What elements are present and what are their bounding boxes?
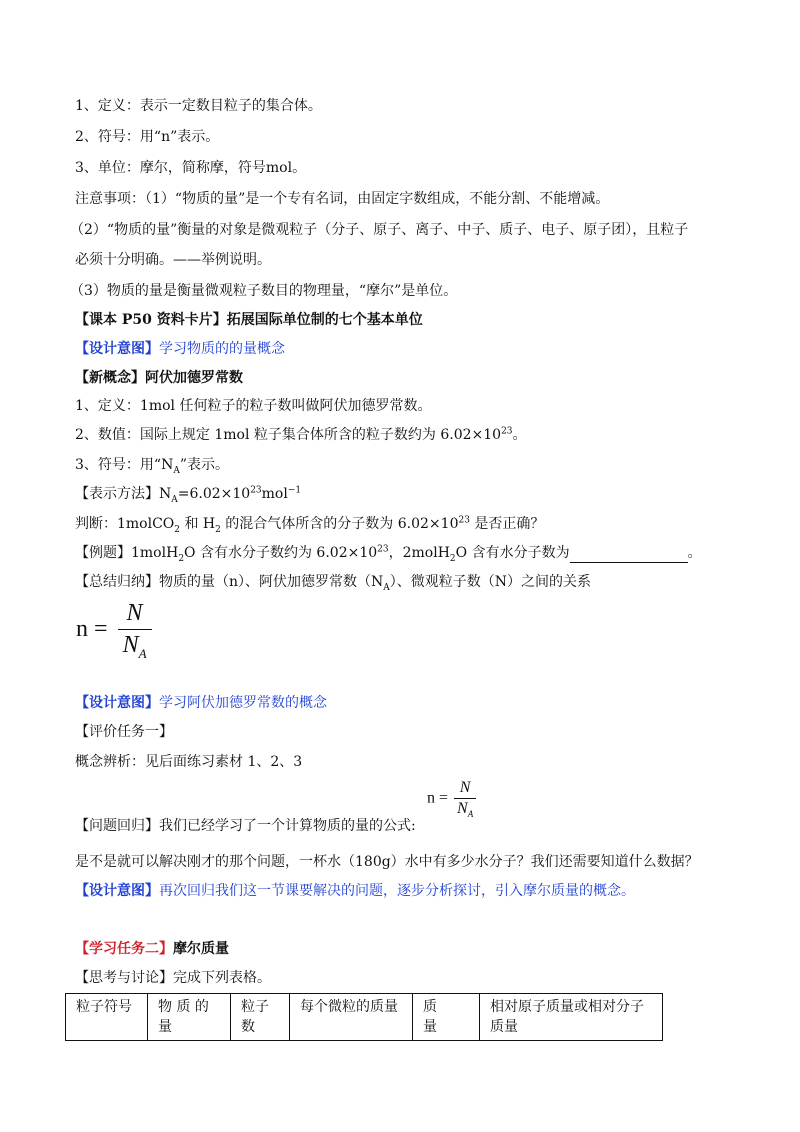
question-line: 是不是就可以解决刚才的那个问题，一杯水（180g）水中有多少水分子？我们还需要知道什么数据？ (75, 854, 699, 870)
example-mid-2: ，2molH (388, 545, 450, 561)
judge-end: 是否正确？ (469, 516, 545, 532)
formula-small-den-sub: A (467, 809, 474, 820)
formula-den-letter: N (122, 632, 139, 658)
resource-card-text: 拓展国际单位制的七个基本单位 (226, 312, 423, 328)
formula-small-numerator: N (459, 779, 471, 796)
summary-end: ）、微观粒子数（N）之间的关系 (389, 574, 592, 590)
example-mid-3: O 含有水分子数为 (455, 545, 570, 561)
avogadro-symbol (75, 455, 229, 475)
symbol-subscript: A (173, 465, 180, 476)
example-exponent: 23 (377, 544, 389, 555)
new-concept-text: 阿伏加德罗常数 (145, 370, 243, 386)
header-mass: 质 量 (413, 994, 480, 1041)
method-unit-exponent: −1 (287, 485, 302, 496)
design-intent-1 (75, 339, 285, 359)
example-end: 。 (687, 545, 702, 561)
formula-denominator (118, 629, 152, 659)
header-particle-mass: 每个微粒的质量 (290, 994, 413, 1041)
symbol-text: 3、符号：用“N (75, 457, 174, 473)
header-particle-count: 粒子数 (231, 994, 290, 1041)
note-line-2b: 必须十分明确。——举例说明。 (75, 252, 271, 268)
avogadro-definition: 1、定义：1mol 任何粒子的粒子数叫做阿伏加德罗常数。 (75, 398, 432, 414)
design-intent-2 (75, 693, 327, 713)
method-unit: mol (261, 486, 288, 502)
judgement-line (75, 514, 544, 534)
representation-method (75, 484, 301, 504)
judge-sub-1: 2 (174, 524, 181, 535)
design-intent-3-bracket: 【设计意图】 (75, 883, 159, 899)
learning-task-2 (75, 939, 229, 959)
mole-mass-table (65, 993, 663, 1041)
value-text: 2、数值：国际上规定 1mol 粒子集合体所含的粒子数约为 6.02×10 (75, 427, 502, 443)
discussion-line: 【思考与讨论】完成下列表格。 (75, 970, 271, 986)
example-mid: O 含有水分子数约为 6.02×10 (184, 545, 378, 561)
formula-small (427, 779, 476, 818)
design-intent-2-text: 学习阿伏加德罗常数的概念 (159, 695, 327, 711)
formula-small-den-letter: N (457, 800, 468, 817)
symbol-line: 2、符号：用“n”表示。 (75, 129, 220, 145)
summary-text: 【总结归纳】物质的量（n）、阿伏加德罗常数（N (75, 574, 384, 590)
new-concept-heading (75, 368, 243, 388)
formula-numerator: N (126, 600, 143, 626)
resource-card-bracket: 【课本 P50 资料卡片】 (75, 312, 227, 328)
resource-card-heading (75, 310, 423, 330)
formula-den-sub: A (138, 645, 147, 661)
summary-subscript: A (383, 582, 390, 593)
header-amount: 物 质 的 量 (148, 994, 231, 1041)
method-subscript: A (171, 494, 178, 505)
design-intent-1-text: 学习物质的的量概念 (159, 341, 285, 357)
table-header-row (66, 994, 663, 1041)
method-exponent: 23 (250, 485, 262, 496)
design-intent-3-text: 再次回归我们这一节课要解决的问题，逐步分析探讨，引入摩尔质量的概念。 (159, 883, 635, 899)
design-intent-3 (75, 881, 635, 901)
formula-small-fraction (454, 779, 476, 818)
example-text: 【例题】1molH (75, 545, 179, 561)
answer-blank[interactable] (570, 548, 688, 563)
judge-sub-2: 2 (215, 524, 221, 535)
design-intent-1-bracket: 【设计意图】 (75, 341, 159, 357)
question-review: 【问题回归】我们已经学习了一个计算物质的量的公式: (75, 818, 416, 834)
judge-text: 判断：1molCO (75, 516, 175, 532)
note-line-1: 注意事项：（1）“物质的量”是一个专有名词，由固定字数组成，不能分割、不能增减。 (75, 191, 610, 207)
note-line-3: （3）物质的量是衡量微观粒子数目的物理量，“摩尔”是单位。 (70, 283, 458, 299)
avogadro-value (75, 425, 527, 445)
formula-fraction (118, 600, 152, 659)
formula-small-denominator (454, 798, 476, 818)
example-sub-2: 2 (449, 553, 456, 564)
symbol-end: ”表示。 (179, 457, 229, 473)
definition-line: 1、定义：表示一定数目粒子的集合体。 (75, 98, 322, 114)
formula-small-lhs: n = (427, 789, 449, 807)
unit-line: 3、单位：摩尔，简称摩，符号mol。 (75, 160, 307, 176)
learning-task-2-text: 摩尔质量 (173, 941, 229, 957)
evaluation-task-1: 【评价任务一】 (75, 724, 173, 740)
value-exponent: 23 (501, 426, 513, 437)
example-line (75, 543, 702, 563)
method-text: 【表示方法】N (75, 486, 172, 502)
design-intent-2-bracket: 【设计意图】 (75, 695, 159, 711)
judge-mid: 和 H (180, 516, 216, 532)
new-concept-bracket: 【新概念】 (75, 370, 145, 386)
note-line-2a: （2）“物质的量”衡量的对象是微观粒子（分子、原子、离子、中子、质子、电子、原子团），且粒子 (70, 222, 689, 238)
formula-lhs: n = (76, 616, 108, 642)
example-sub-1: 2 (178, 553, 185, 564)
summary-line (75, 572, 591, 592)
formula-large (76, 600, 152, 659)
judge-exponent: 23 (458, 515, 470, 526)
header-particle-symbol: 粒子符号 (66, 994, 148, 1041)
method-value: =6.02×10 (177, 486, 251, 502)
header-relative-mass: 相对原子质量或相对分子质量 (480, 994, 663, 1041)
learning-task-2-bracket: 【学习任务二】 (75, 941, 173, 957)
judge-mid-2: 的混合气体所含的分子数为 6.02×10 (220, 516, 459, 532)
concept-analysis: 概念辨析：见后面练习素材 1、2、3 (75, 754, 303, 770)
value-end: 。 (512, 427, 527, 443)
